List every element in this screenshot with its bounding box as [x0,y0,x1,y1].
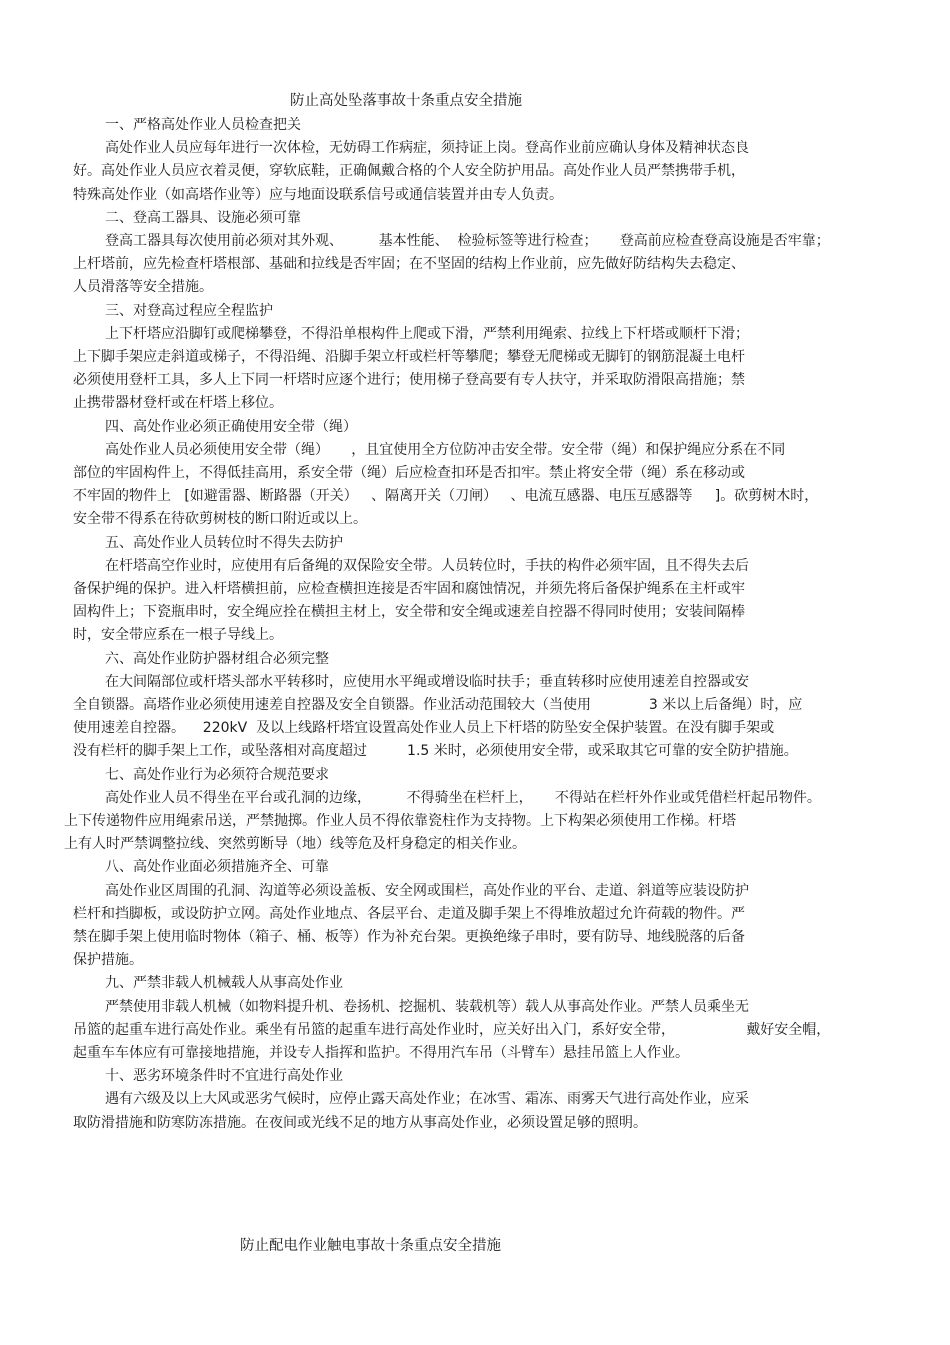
paragraph-line: 在大间隔部位或杆塔头部水平转移时，应使用水平绳或增设临时扶手；垂直转移时应使用速差自控器或安 [105,673,749,690]
paragraph-line: 遇有六级及以上大风或恶劣气候时，应停止露天高处作业；在冰雪、霜冻、雨雾天气进行高处作业，应采 [105,1091,749,1108]
paragraph-line: 吊篮的起重车进行高处作业。乘坐有吊篮的起重车进行高处作业时，应关好出入门，系好安全带， 戴好安全帽， [73,1021,831,1038]
paragraph-line: 固构件上；下瓷瓶串时，安全绳应拴在横担主材上，安全带和安全绳或速差自控器不得同时使用；安装间隔棒 [73,604,745,621]
paragraph-line: 高处作业人员应每年进行一次体检，无妨碍工作病症，须持证上岗。登高作业前应确认身体及精神状态良 [105,140,749,157]
paragraph-line: 止携带器材登杆或在杆塔上移位。 [73,395,283,412]
paragraph-line: 取防滑措施和防寒防冻措施。在夜间或光线不足的地方从事高处作业，必须设置足够的照明。 [73,1114,647,1131]
section-heading: 九、严禁非载人机械载人从事高处作业 [105,975,343,992]
paragraph-line: 好。高处作业人员应衣着灵便，穿软底鞋，正确佩戴合格的个人安全防护用品。高处作业人员严禁携带手机， [73,163,745,180]
paragraph-line: 上有人时严禁调整拉线、突然剪断导（地）线等危及杆身稳定的相关作业。 [64,836,526,853]
paragraph-line: 上杆塔前，应先检查杆塔根部、基础和拉线是否牢固；在不坚固的结构上作业前，应先做好防结构失去稳定、 [73,256,745,273]
section-heading: 二、登高工器具、设施必须可靠 [105,209,301,226]
section-heading: 十、恶劣环境条件时不宜进行高处作业 [105,1068,343,1085]
paragraph-line: 起重车车体应有可靠接地措施，并设专人指挥和监护。不得用汽车吊（斗臂车）悬挂吊篮上人作业。 [73,1045,689,1061]
paragraph-line: 禁在脚手架上使用临时物体（箱子、桶、板等）作为补充台架。更换绝缘子串时，要有防导、地线脱落的后备 [73,929,745,945]
paragraph-line: 必须使用登杆工具，多人上下同一杆塔时应逐个进行；使用梯子登高要有专人扶守，并采取防滑限高措施；禁 [73,372,745,389]
paragraph-line: 不牢固的物件上 [如避雷器、断路器（开关） 、隔离开关（刀闸） 、电流互感器、电压互感器等 ]。砍剪树木时， [73,488,819,505]
paragraph-line: 栏杆和挡脚板，或设防护立网。高处作业地点、各层平台、走道及脚手架上不得堆放超过允许荷载的物件。严 [73,905,745,922]
paragraph-line: 保护措施。 [73,952,143,969]
paragraph-line: 没有栏杆的脚手架上工作，或坠落相对高度超过 1.5 米时，必须使用安全带，或采取其它可靠的安全防护措施。 [73,743,798,760]
section-heading: 七、高处作业行为必须符合规范要求 [105,766,329,783]
paragraph-line: 使用速差自控器。 220kV 及以上线路杆塔宜设置高处作业人员上下杆塔的防坠安全保护装置。在没有脚手架或 [73,720,775,737]
section-heading: 八、高处作业面必须措施齐全、可靠 [105,859,329,876]
paragraph-line: 在杆塔高空作业时，应使用有后备绳的双保险安全带。人员转位时，手扶的构件必须牢固，且不得失去后 [105,557,749,574]
paragraph-line: 备保护绳的保护。进入杆塔横担前，应检查横担连接是否牢固和腐蚀情况，并须先将后备保护绳系在主杆或牢 [73,581,745,597]
paragraph-line: 全自锁器。高塔作业必须使用速差自控器及安全自锁器。作业活动范围较大（当使用 3 米以上后备绳）时，应 [73,697,803,713]
paragraph-line: 上下传递物件应用绳索吊送，严禁抛掷。作业人员不得依靠瓷柱作为支持物。上下构架必须使用工作梯。杆塔 [64,813,736,829]
paragraph-line: 高处作业人员不得坐在平台或孔洞的边缘， 不得骑坐在栏杆上， 不得站在栏杆外作业或凭借栏杆起吊物件。 [105,789,821,806]
section-heading: 三、对登高过程应全程监护 [105,302,273,319]
paragraph-line: 高处作业人员必须使用安全带（绳） ，且宜使用全方位防冲击安全带。安全带（绳）和保护绳应分系在不同 [105,441,786,458]
paragraph-line: 部位的牢固构件上，不得低挂高用，系安全带（绳）后应检查扣环是否扣牢。禁止将安全带（绳）系在移动或 [73,465,745,481]
paragraph-line: 人员滑落等安全措施。 [73,279,213,296]
section-heading: 一、严格高处作业人员检查把关 [105,117,301,133]
paragraph-line: 上下杆塔应沿脚钉或爬梯攀登，不得沿单根构件上爬或下滑，严禁利用绳索、拉线上下杆塔或顺杆下滑； [105,325,749,342]
paragraph-line: 特殊高处作业（如高塔作业等）应与地面设联系信号或通信装置并由专人负责。 [73,186,563,203]
section-heading: 五、高处作业人员转位时不得失去防护 [105,534,343,551]
section-heading: 六、高处作业防护器材组合必须完整 [105,650,329,667]
paragraph-line: 高处作业区周围的孔洞、沟道等必须设盖板、安全网或围栏，高处作业的平台、走道、斜道等应装设防护 [105,882,749,899]
section-heading: 四、高处作业必须正确使用安全带（绳） [105,418,357,435]
next-document-title: 防止配电作业触电事故十条重点安全措施 [240,1238,501,1254]
paragraph-line: 安全带不得系在待砍剪树枝的断口附近或以上。 [73,511,367,528]
paragraph-line: 时，安全带应系在一根子导线上。 [73,627,283,644]
paragraph-line: 登高工器具每次使用前必须对其外观、 基本性能、 检验标签等进行检查； 登高前应检查登高设施是否牢靠； [105,233,830,249]
paragraph-line: 上下脚手架应走斜道或梯子，不得沿绳、沿脚手架立杆或栏杆等攀爬；攀登无爬梯或无脚钉的钢筋混凝土电杆 [73,349,745,365]
paragraph-line: 严禁使用非载人机械（如物料提升机、卷扬机、挖掘机、装载机等）载人从事高处作业。严禁人员乘坐无 [105,998,749,1015]
document-title: 防止高处坠落事故十条重点安全措施 [290,93,522,109]
